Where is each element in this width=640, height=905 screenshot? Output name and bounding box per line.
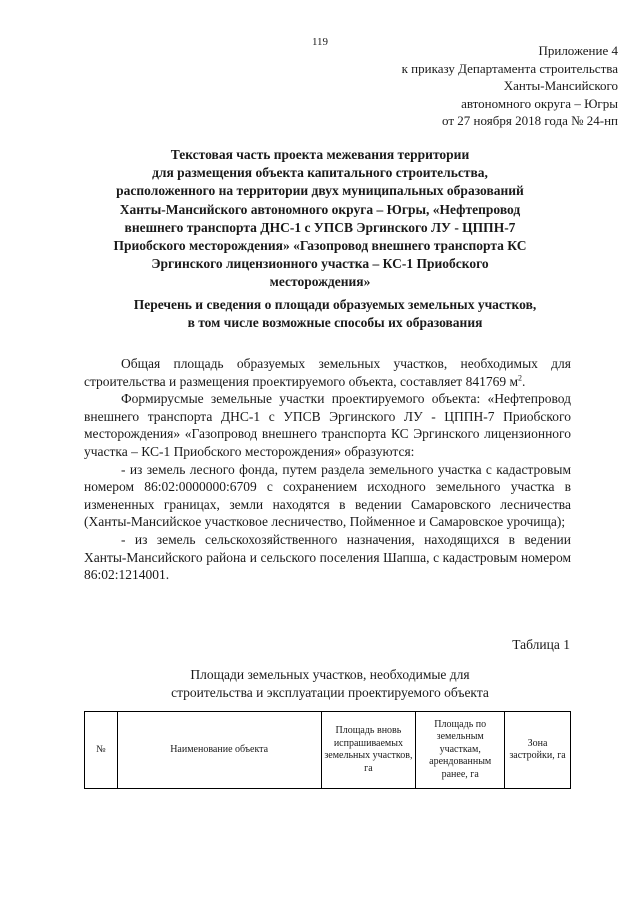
appendix-line: к приказу Департамента строительства	[401, 60, 618, 76]
paragraph-forest-lands: - из земель лесного фонда, путем раздела земельного участка с кадастровым номером 86:02:0000000:6709 с сохранением исходного земельного участка в измененных границах, земли находятся в ведении Самаровского лесничества (Ханты-Мансийское участковое лесничество, Пойменное и Самаровское урочища);	[84, 461, 571, 530]
appendix-line: Приложение 4	[538, 43, 618, 58]
header-number: №	[85, 712, 118, 789]
area-unit-superscript: 2	[518, 373, 522, 383]
title-line: внешнего транспорта ДНС-1 с УПСВ Эргинского ЛУ - ЦППН-7	[124, 219, 516, 235]
title-line: месторождения»	[269, 274, 371, 290]
title-line: Приобского месторождения» «Газопровод внешнего транспорта КС	[113, 238, 527, 254]
table-caption	[90, 666, 570, 702]
subtitle-line: в том числе возможные способы их образования	[187, 315, 483, 330]
title-line: Эргинского лицензионного участка – КС-1 Приобского	[151, 256, 489, 272]
appendix-line: автономного округа – Югры	[461, 95, 618, 111]
header-building-zone: Зона застройки, га	[505, 712, 571, 789]
table-header-row	[85, 712, 571, 789]
appendix-header	[358, 42, 618, 130]
title-line: для размещения объекта капитального строительства,	[152, 165, 488, 181]
title-line: Текстовая часть проекта межевания территории	[170, 147, 470, 162]
caption-line: строительства и эксплуатации проектируемого объекта	[171, 685, 489, 700]
title-line: Ханты-Мансийского автономного округа – Югры, «Нефтепровод	[119, 201, 521, 217]
document-title	[80, 146, 560, 292]
land-area-table	[84, 711, 571, 789]
paragraph-formation: Формирусмые земельные участки проектируемого объекта: «Нефтепровод внешнего транспорта ДНС-1 с УПСВ Эргинского ЛУ - ЦППН-7 Приобского месторождения» «Газопровод внешнего транспорта КС Эргинского лицензионного участка – КС-1 Приобского месторождения» образуются:	[84, 391, 571, 459]
header-new-area: Площадь вновь испрашиваемых земельных участков, га	[321, 712, 416, 789]
sentence-end: .	[522, 373, 526, 389]
header-object-name: Наименование объекта	[117, 712, 321, 789]
subtitle-line: Перечень и сведения о площади образуемых земельных участков,	[133, 297, 537, 312]
paragraph-agricultural-lands: - из земель сельскохозяйственного назначения, находящихся в ведении Ханты-Мансийского района и сельского поселения Шапша, с кадастровым номером 86:02:1214001.	[84, 531, 571, 583]
header-leased-area: Площадь по земельным участкам, арендованным ранее, га	[416, 712, 505, 789]
title-line: расположенного на территории двух муниципальных образований	[116, 183, 524, 199]
caption-line: Площади земельных участков, необходимые для	[190, 667, 470, 682]
total-area-text: Общая площадь образуемых земельных участков, необходимых для строительства и размещения проектируемого объекта, составляет 841769 м	[84, 356, 571, 389]
page-number: 119	[311, 36, 329, 48]
appendix-line: Ханты-Мансийского	[503, 78, 618, 93]
appendix-line: от 27 ноября 2018 года № 24-нп	[442, 113, 618, 128]
body-text	[84, 355, 571, 584]
section-subtitle	[100, 296, 570, 332]
table-label: Таблица 1	[512, 637, 570, 652]
paragraph-total-area	[84, 355, 571, 390]
